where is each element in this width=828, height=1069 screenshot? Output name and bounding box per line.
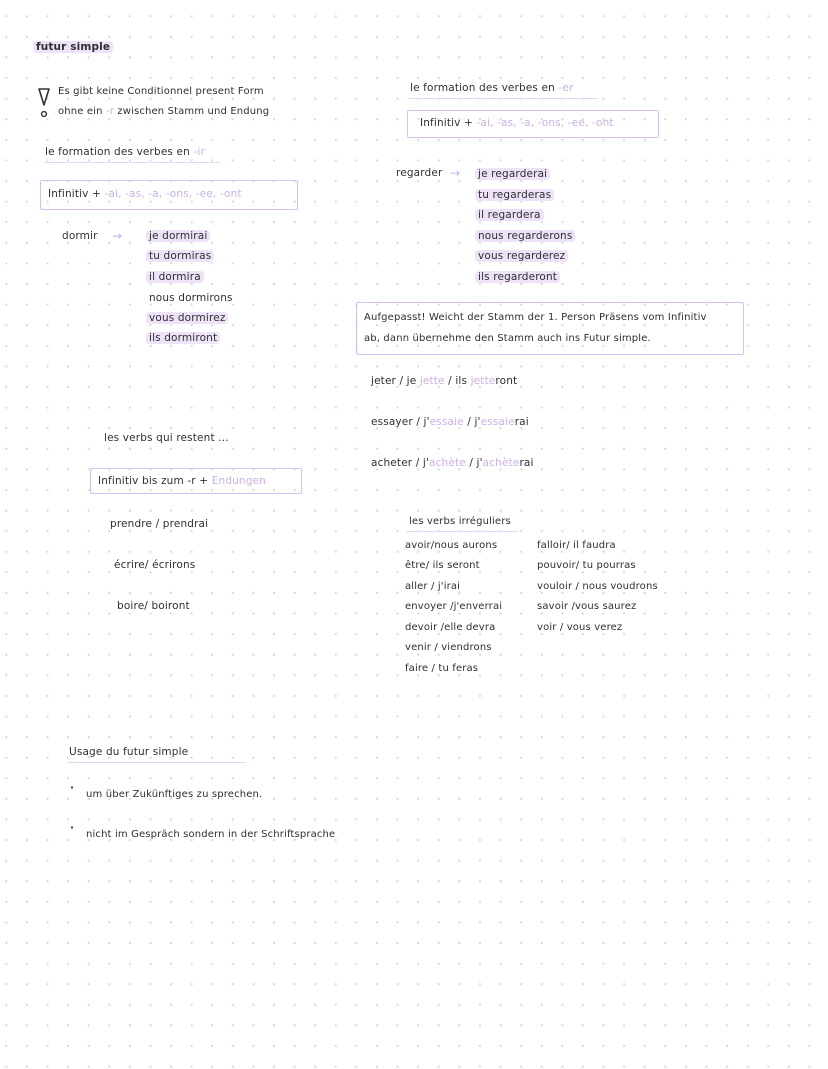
usage-point-1: nicht im Gespräch sondern in der Schriftsprache — [86, 829, 336, 840]
irregular-col2-0: falloir/ il faudra — [537, 540, 616, 551]
irregular-col2-1: pouvoir/ tu pourras — [537, 560, 636, 571]
attention-line-1: Aufgepasst! Weicht der Stamm der 1. Person Präsens vom Infinitiv — [364, 312, 707, 323]
conj-er-5: ils regarderont — [475, 271, 560, 283]
formula-ir: Infinitiv + -ai, -as, -a, -ons, -ee, -ont — [48, 188, 242, 200]
bullet-0: · — [70, 782, 75, 794]
irregular-col2-2: vouloir / nous voudrons — [537, 581, 658, 592]
conj-er-0: je regarderai — [475, 168, 550, 180]
example-jeter: jeter / je jette / ils jetteront — [371, 375, 518, 387]
usage-underline — [68, 762, 246, 763]
warning-icon — [38, 86, 50, 124]
usage-point-0: um über Zukünftiges zu sprechen. — [86, 789, 263, 800]
formula-er: Infinitiv + -ai, -as, -a, -ons, -ee, -ont — [420, 117, 614, 129]
arrow-icon-2: → — [450, 166, 461, 180]
irregular-heading: les verbs irréguliers — [409, 516, 511, 527]
attention-box — [356, 302, 744, 355]
conj-ir-2: il dormira — [146, 271, 204, 283]
rest-example-0: prendre / prendrai — [110, 518, 209, 530]
heading-er: le formation des verbes en -er — [410, 82, 574, 94]
rest-example-1: écrire/ écrirons — [114, 559, 196, 571]
irregular-col1-2: aller / j'irai — [405, 581, 461, 592]
rest-formula: Infinitiv bis zum -r + Endungen — [98, 475, 266, 487]
usage-heading: Usage du futur simple — [69, 746, 189, 758]
irregular-col1-6: faire / tu feras — [405, 663, 479, 674]
conj-ir-3: nous dormirons — [149, 292, 233, 304]
irregular-col1-0: avoir/nous aurons — [405, 540, 498, 551]
irregular-col1-4: devoir /elle devra — [405, 622, 496, 633]
irregular-col2-4: voir / vous verez — [537, 622, 623, 633]
conj-er-2: il regardera — [475, 209, 544, 221]
heading-ir-underline — [44, 162, 220, 163]
conj-ir-1: tu dormiras — [146, 250, 214, 262]
page-title: futur simple — [33, 41, 113, 53]
irregular-col2-3: savoir /vous saurez — [537, 601, 637, 612]
attention-line-2: ab, dann übernehme den Stamm auch ins Futur simple. — [364, 333, 651, 344]
conj-ir-5: ils dormiront — [146, 332, 220, 344]
note-line-1: Es gibt keine Conditionnel present Form — [58, 86, 264, 97]
rest-heading: les verbs qui restent ... — [104, 432, 229, 444]
note-line-2: ohne ein -r zwischen Stamm und Endung — [58, 106, 270, 117]
conj-er-3: nous regarderons — [475, 230, 575, 242]
example-acheter: acheter / j'achète / j'achèterai — [371, 457, 534, 469]
irregular-underline — [406, 531, 518, 532]
conj-er-4: vous regarderez — [475, 250, 568, 262]
irregular-col1-5: venir / viendrons — [405, 642, 492, 653]
conj-ir-0: je dormirai — [146, 230, 210, 242]
heading-ir: le formation des verbes en -ir — [45, 146, 205, 158]
conj-ir-4: vous dormirez — [146, 312, 228, 324]
conj-er-1: tu regarderas — [475, 189, 554, 201]
arrow-icon: → — [112, 229, 123, 243]
verb-regarder: regarder — [396, 167, 443, 179]
irregular-col1-3: envoyer /j'enverrai — [405, 601, 503, 612]
verb-dormir: dormir — [62, 230, 98, 242]
rest-example-2: boire/ boiront — [117, 600, 190, 612]
bullet-1: · — [70, 822, 75, 834]
irregular-col1-1: être/ ils seront — [405, 560, 480, 571]
heading-er-underline — [408, 98, 598, 99]
example-essayer: essayer / j'essaie / j'essaierai — [371, 416, 529, 428]
